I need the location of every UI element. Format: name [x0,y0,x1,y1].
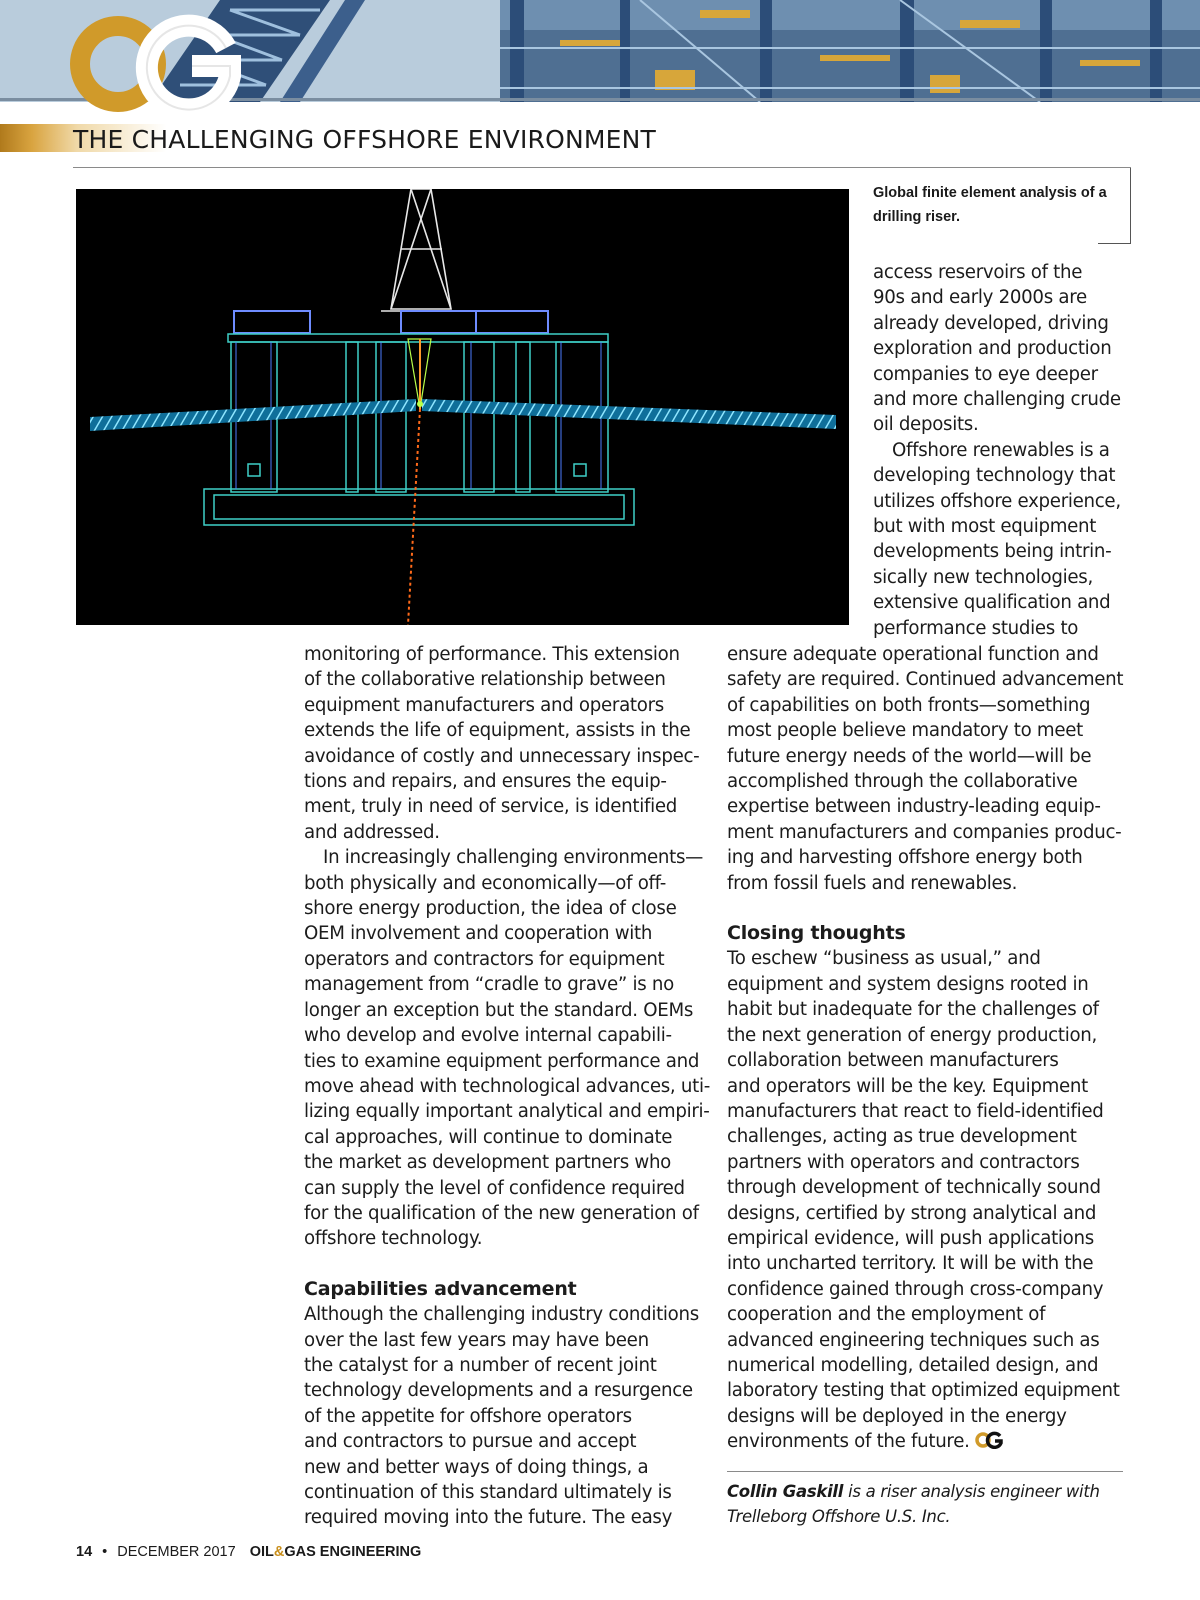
author-company: Trelleborg Offshore U.S. Inc. [727,1507,951,1526]
text-line: To eschew “business as usual,” and [727,948,1041,970]
text-line: OEM involvement and cooperation with [304,923,653,945]
text-line: future energy needs of the world—will be [727,745,1092,767]
text-line: ties to examine equipment performance and [304,1050,700,1072]
text-line: performance studies to [873,617,1079,639]
text-line: environments of the future. [727,1431,970,1453]
text-line: longer an exception but the standard. OEMs [304,999,694,1021]
text-line: designs, certified by strong analytical and [727,1202,1097,1224]
right-column-top [873,260,1133,641]
text-line: most people believe mandatory to meet [727,720,1083,742]
text-line: the catalyst for a number of recent joint [304,1354,657,1376]
text-line: offshore technology. [304,1228,483,1250]
text-line: lizing equally important analytical and empiri- [304,1101,710,1123]
text-line: companies to eye deeper [873,363,1098,385]
text-line: operators and contractors for equipment [304,948,665,970]
text-line: from fossil fuels and renewables. [727,872,1018,894]
issue-date: DECEMBER 2017 [117,1544,236,1560]
text-line: and addressed. [304,821,440,843]
text-line: advanced engineering techniques such as [727,1329,1100,1351]
text-line: accomplished through the collaborative [727,771,1078,793]
publication-part2: GAS ENGINEERING [284,1544,422,1560]
og-logo [64,14,244,114]
text-line: ment, truly in need of service, is identified [304,796,677,818]
paragraph-reservoirs [873,260,1133,438]
author-divider [727,1471,1123,1472]
caption-frame-bottom [1098,243,1131,244]
text-line: and more challenging crude [873,389,1121,411]
text-line: developing technology that [873,465,1116,487]
right-column [727,642,1137,1455]
text-line: Offshore renewables is a [892,439,1110,461]
text-line: laboratory testing that optimized equipment [727,1380,1120,1402]
text-line: for the qualification of the new generation of [304,1202,699,1224]
text-line: tions and repairs, and ensures the equip- [304,771,667,793]
text-line: sically new technologies, [873,566,1093,588]
text-line: but with most equipment [873,516,1097,538]
text-line: Although the challenging industry conditions [304,1304,699,1326]
text-line: of the appetite for offshore operators [304,1405,632,1427]
text-line: can supply the level of confidence required [304,1177,685,1199]
paragraph-renewables [873,438,1133,641]
text-line: equipment manufacturers and operators [304,694,664,716]
text-line: designs will be deployed in the energy [727,1405,1067,1427]
heading-closing-thoughts: Closing thoughts [727,922,906,945]
paragraph-closing [727,946,1137,1454]
author-role: is a riser analysis engineer with [843,1482,1100,1501]
text-line: move ahead with technological advances, uti- [304,1075,710,1097]
text-line: both physically and economically—of off- [304,872,667,894]
text-line: utilizes offshore experience, [873,490,1121,512]
text-line: cal approaches, will continue to dominate [304,1126,673,1148]
text-line: through development of technically sound [727,1177,1101,1199]
text-line: confidence gained through cross-company [727,1278,1104,1300]
text-line: technology developments and a resurgence [304,1380,693,1402]
text-line: into uncharted territory. It will be with the [727,1253,1094,1275]
author-bio [727,1479,1127,1529]
text-line: and contractors to pursue and accept [304,1431,637,1453]
text-line: of the collaborative relationship between [304,669,666,691]
figure-caption: Global finite element analysis of a drilling riser. [873,185,1107,225]
text-line: oil deposits. [873,414,979,436]
text-line: equipment and system designs rooted in [727,973,1089,995]
text-line: and operators will be the key. Equipment [727,1075,1088,1097]
text-line: the next generation of energy production, [727,1024,1098,1046]
paragraph-monitoring [304,642,704,845]
text-line: manufacturers that react to field-identified [727,1100,1104,1122]
text-line: shore energy production, the idea of close [304,898,677,920]
text-line: access reservoirs of the [873,262,1083,283]
text-line: partners with operators and contractors [727,1151,1080,1173]
text-line: empirical evidence, will push applications [727,1227,1094,1249]
text-line: 90s and early 2000s are [873,287,1087,309]
text-line: numerical modelling, detailed design, and [727,1354,1099,1376]
text-line: safety are required. Continued advancement [727,669,1124,691]
publication-name [250,1544,422,1560]
publication-part1: OIL [249,1544,274,1560]
paragraph-challenging-environments [304,845,710,1252]
text-line: challenges, acting as true development [727,1126,1077,1148]
text-line: cooperation and the employment of [727,1304,1046,1326]
text-line: required moving into the future. The easy [304,1507,673,1529]
left-column [304,642,710,1531]
text-line: management from “cradle to grave” is no [304,974,674,996]
text-line: extensive qualification and [873,592,1111,614]
text-line: of capabilities on both fronts—something [727,694,1091,716]
author-name: Collin Gaskill [727,1482,844,1501]
text-line: collaboration between manufacturers [727,1050,1059,1072]
author-line [727,1479,1127,1504]
text-line: ensure adequate operational function and [727,644,1099,665]
text-line: monitoring of performance. This extension [304,644,680,665]
caption-frame-right [1130,168,1131,244]
text-line: the market as development partners who [304,1152,671,1174]
text-line: ment manufacturers and companies produc- [727,821,1122,843]
text-line: already developed, driving [873,312,1109,334]
publication-ampersand: & [273,1544,285,1560]
section-title: THE CHALLENGING OFFSHORE ENVIRONMENT [73,125,657,154]
text-line: extends the life of equipment, assists in the [304,720,691,742]
finite-element-figure [76,189,849,625]
paragraph-capabilities [304,1302,704,1531]
text-line: new and better ways of doing things, a [304,1456,649,1478]
text-line: habit but inadequate for the challenges of [727,999,1099,1021]
page-footer [76,1544,421,1560]
riser-analysis-render [76,189,849,625]
page-number: 14 [76,1544,93,1560]
og-end-mark-icon [975,1431,1003,1449]
text-line: avoidance of costly and unnecessary inspec- [304,745,700,767]
text-line: over the last few years may have been [304,1329,649,1351]
text-line: ing and harvesting offshore energy both [727,847,1083,869]
footer-separator: • [102,1544,108,1560]
section-divider [73,167,1131,168]
text-line-last [727,1429,1137,1454]
text-line: exploration and production [873,338,1112,360]
text-line: expertise between industry-leading equip- [727,796,1101,818]
paragraph-operational-function [727,642,1137,896]
text-line: In increasingly challenging environments— [323,847,704,869]
text-line: developments being intrin- [873,541,1112,563]
text-line: who develop and evolve internal capabili- [304,1025,672,1047]
heading-capabilities-advancement: Capabilities advancement [304,1277,577,1300]
text-line: continuation of this standard ultimately is [304,1482,672,1503]
